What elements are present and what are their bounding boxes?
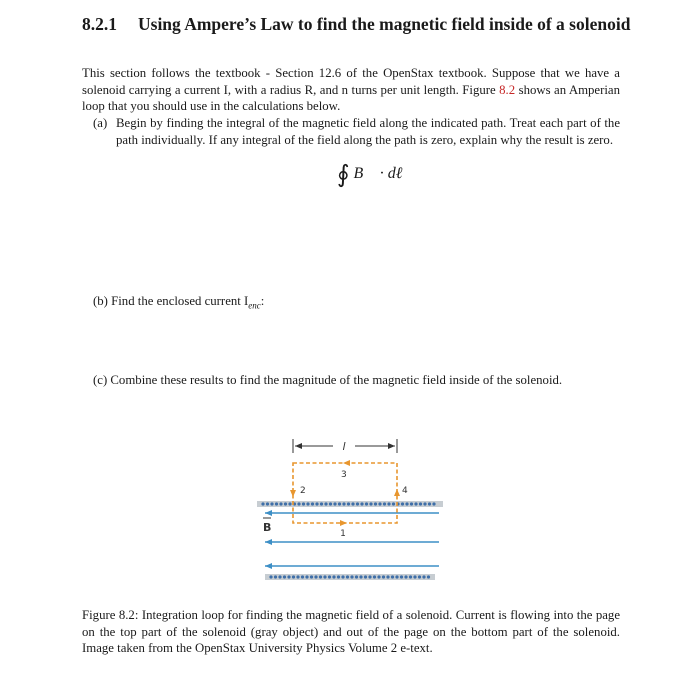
coil-winding-dot <box>310 575 313 578</box>
coil-winding-dot <box>333 502 336 505</box>
coil-winding-dot <box>337 575 340 578</box>
section-title: Using Ampere’s Law to find the magnetic field inside of a solenoid <box>138 14 631 34</box>
coil-winding-dot <box>314 575 317 578</box>
contour-integral-symbol: ∮ <box>337 162 350 188</box>
intro-text-a: This section follows the textbook - Section 12.6 of the OpenStax textbook. Suppose that we have a solenoid carrying a current I, with a radius R, and n turns per unit length. Figure <box>82 66 620 97</box>
coil-winding-dot <box>419 502 422 505</box>
question-part-b <box>93 293 593 314</box>
coil-winding-dot <box>404 575 407 578</box>
path-label-2: 2 <box>300 486 306 496</box>
solenoid-top-coil <box>257 501 443 507</box>
coil-winding-dot <box>278 575 281 578</box>
loop-arrow-right <box>394 489 400 496</box>
part-c-text: (c) Combine these results to find the magnitude of the magnetic field inside of the solenoid. <box>93 373 563 387</box>
coil-winding-dot <box>422 575 425 578</box>
coil-winding-dot <box>311 502 314 505</box>
coil-winding-dot <box>369 502 372 505</box>
coil-winding-dot <box>365 502 368 505</box>
coil-winding-dot <box>432 502 435 505</box>
coil-winding-dot <box>356 502 359 505</box>
coil-winding-dot <box>329 502 332 505</box>
coil-winding-dot <box>296 575 299 578</box>
loop-arrow-bottom <box>340 520 347 526</box>
coil-winding-dot <box>423 502 426 505</box>
coil-winding-dot <box>342 502 345 505</box>
coil-winding-dot <box>328 575 331 578</box>
coil-winding-dot <box>274 575 277 578</box>
path-label-1: 1 <box>340 529 346 539</box>
coil-winding-dot <box>355 575 358 578</box>
part-a-text: Begin by finding the integral of the magnetic field along the indicated path. Treat each part of the path individually. If any integral of the field along the path is zero, explain why the result is zero. <box>116 116 620 147</box>
coil-winding-dot <box>428 502 431 505</box>
coil-winding-dot <box>315 502 318 505</box>
line-integral-equation <box>337 160 415 189</box>
coil-winding-dot <box>405 502 408 505</box>
path-label-4: 4 <box>402 486 408 496</box>
field-arrowhead-1 <box>265 510 272 516</box>
coil-winding-dot <box>418 575 421 578</box>
coil-winding-dot <box>297 502 300 505</box>
coil-winding-dot <box>364 575 367 578</box>
coil-winding-dot <box>261 502 264 505</box>
coil-winding-dot <box>383 502 386 505</box>
solenoid-bottom-coil <box>265 574 435 580</box>
part-b-colon: : <box>260 294 265 308</box>
coil-winding-dot <box>332 575 335 578</box>
coil-winding-dot <box>382 575 385 578</box>
question-part-c <box>93 372 633 389</box>
coil-winding-dot <box>283 575 286 578</box>
coil-winding-dot <box>410 502 413 505</box>
coil-winding-dot <box>287 575 290 578</box>
coil-winding-dot <box>395 575 398 578</box>
coil-winding-dot <box>377 575 380 578</box>
figure-caption-text: Figure 8.2: Integration loop for finding the magnetic field of a solenoid. Current is flowing into the page on the top part of the solenoid (gray object) and out of the page on the bottom part of the solenoid. Image taken from the OpenStax University Physics Volume 2 e-text. <box>82 608 620 656</box>
coil-winding-dot <box>319 575 322 578</box>
part-a-label: (a) <box>93 116 108 130</box>
coil-winding-dot <box>409 575 412 578</box>
solenoid-figure <box>255 433 445 583</box>
integral-expression: B⃗ · dℓ⃗ <box>353 165 415 182</box>
intro-paragraph <box>82 65 620 115</box>
coil-winding-dot <box>284 502 287 505</box>
part-b-subscript: enc <box>248 300 261 311</box>
coil-winding-dot <box>341 575 344 578</box>
path-label-3: 3 <box>341 470 347 480</box>
field-arrowhead-2 <box>265 539 272 545</box>
coil-winding-dot <box>374 502 377 505</box>
coil-winding-dot <box>302 502 305 505</box>
coil-winding-dot <box>387 502 390 505</box>
coil-winding-dot <box>350 575 353 578</box>
coil-winding-dot <box>373 575 376 578</box>
coil-winding-dot <box>400 575 403 578</box>
coil-winding-dot <box>323 575 326 578</box>
field-vector-label: B <box>263 521 272 534</box>
coil-winding-dot <box>324 502 327 505</box>
length-label: l <box>342 440 346 453</box>
field-arrowhead-3 <box>265 563 272 569</box>
coil-winding-dot <box>266 502 269 505</box>
coil-winding-dot <box>306 502 309 505</box>
coil-winding-dot <box>301 575 304 578</box>
coil-winding-dot <box>292 575 295 578</box>
coil-winding-dot <box>279 502 282 505</box>
section-number: 8.2.1 <box>82 14 117 34</box>
part-b-text: (b) Find the enclosed current I <box>93 294 249 308</box>
coil-winding-dot <box>288 502 291 505</box>
coil-winding-dot <box>347 502 350 505</box>
figure-reference-link[interactable]: 8.2 <box>499 82 516 97</box>
loop-arrow-left <box>290 490 296 497</box>
coil-winding-dot <box>392 502 395 505</box>
coil-winding-dot <box>413 575 416 578</box>
coil-winding-dot <box>378 502 381 505</box>
coil-winding-dot <box>359 575 362 578</box>
coil-winding-dot <box>346 575 349 578</box>
coil-winding-dot <box>270 502 273 505</box>
magnetic-field-lines <box>265 513 439 566</box>
coil-winding-dot <box>320 502 323 505</box>
coil-winding-dot <box>269 575 272 578</box>
coil-winding-dot <box>391 575 394 578</box>
coil-winding-dot <box>368 575 371 578</box>
coil-winding-dot <box>401 502 404 505</box>
coil-winding-dot <box>338 502 341 505</box>
coil-winding-dot <box>351 502 354 505</box>
loop-arrow-top <box>343 460 350 466</box>
figure-caption <box>82 607 620 657</box>
coil-winding-dot <box>386 575 389 578</box>
intro-text-b: shows an Amperian loop that you should use in the calculations below. <box>82 82 621 114</box>
coil-winding-dot <box>275 502 278 505</box>
coil-winding-dot <box>360 502 363 505</box>
coil-winding-dot <box>427 575 430 578</box>
coil-winding-dot <box>414 502 417 505</box>
coil-winding-dot <box>305 575 308 578</box>
